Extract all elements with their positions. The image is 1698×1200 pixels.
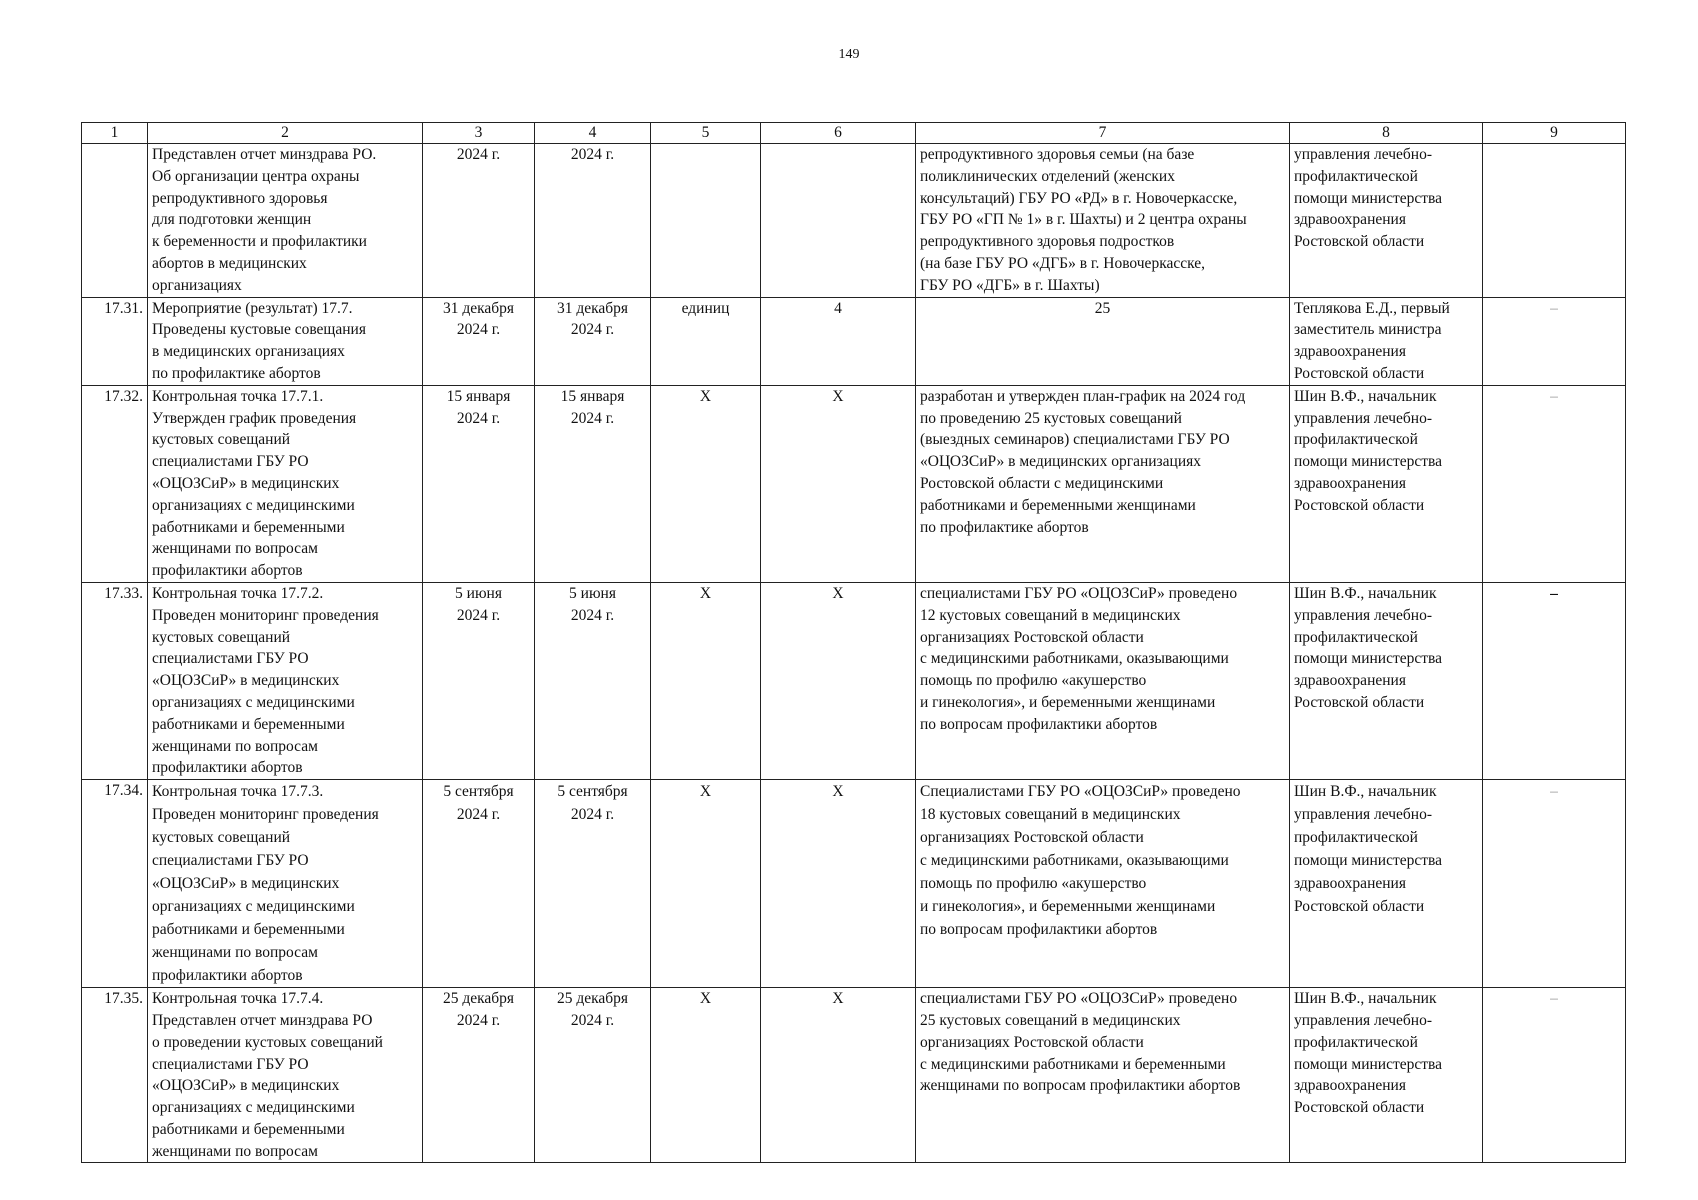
unit: единиц: [651, 297, 761, 385]
column-header: 9: [1483, 123, 1626, 144]
end-date: 5 июня 2024 г.: [535, 582, 651, 779]
column-header: 8: [1290, 123, 1483, 144]
start-date: 5 сентября 2024 г.: [423, 780, 535, 988]
unit: X: [651, 780, 761, 988]
row-description: Представлен отчет минздрава РО. Об организации центра охраны репродуктивного здоровья для подготовки женщин к беременности и профилактики абортов в медицинских организациях: [148, 144, 423, 298]
start-date: 25 декабря 2024 г.: [423, 988, 535, 1163]
end-date: 25 декабря 2024 г.: [535, 988, 651, 1163]
row-description: Контрольная точка 17.7.3. Проведен мониторинг проведения кустовых совещаний специалистами ГБУ РО «ОЦОЗСиР» в медицинских организациях с медицинскими работниками и беременными женщинами по вопросам профилактики абортов: [148, 780, 423, 988]
table-row: [82, 582, 1626, 779]
column-header: 3: [423, 123, 535, 144]
start-date: 5 июня 2024 г.: [423, 582, 535, 779]
result-description: Специалистами ГБУ РО «ОЦОЗСиР» проведено 18 кустовых совещаний в медицинских организациях Ростовской области с медицинскими работниками, оказывающими помощь по профилю «акушерство и гинекология», и беременными женщинами по вопросам профилактики абортов: [916, 780, 1290, 988]
start-date: 15 января 2024 г.: [423, 385, 535, 582]
end-date: 2024 г.: [535, 144, 651, 298]
target-value: X: [761, 385, 916, 582]
target-value: X: [761, 582, 916, 779]
column-header: 6: [761, 123, 916, 144]
row-number: 17.31.: [82, 297, 148, 385]
row-number: 17.32.: [82, 385, 148, 582]
table-row: [82, 297, 1626, 385]
unit: [651, 144, 761, 298]
table-row: [82, 780, 1626, 988]
target-value: X: [761, 988, 916, 1163]
result-description: специалистами ГБУ РО «ОЦОЗСиР» проведено 12 кустовых совещаний в медицинских организациях Ростовской области с медицинскими работниками, оказывающими помощь по профилю «акушерство и гинекология», и беременными женщинами по вопросам профилактики абортов: [916, 582, 1290, 779]
responsible-person: Шин В.Ф., начальник управления лечебно- профилактической помощи министерства здравоохранения Ростовской области: [1290, 385, 1483, 582]
row-number: [82, 144, 148, 298]
row-number: 17.33.: [82, 582, 148, 779]
responsible-person: Шин В.Ф., начальник управления лечебно- профилактической помощи министерства здравоохранения Ростовской области: [1290, 582, 1483, 779]
row-number: 17.35.: [82, 988, 148, 1163]
column-header: 1: [82, 123, 148, 144]
end-date: 5 сентября 2024 г.: [535, 780, 651, 988]
note: –: [1483, 988, 1626, 1163]
column-header: 4: [535, 123, 651, 144]
row-description: Контрольная точка 17.7.2. Проведен мониторинг проведения кустовых совещаний специалистами ГБУ РО «ОЦОЗСиР» в медицинских организациях с медицинскими работниками и беременными женщинами по вопросам профилактики абортов: [148, 582, 423, 779]
row-description: Мероприятие (результат) 17.7. Проведены кустовые совещания в медицинских организациях по профилактике абортов: [148, 297, 423, 385]
table-row: [82, 144, 1626, 298]
note: –: [1483, 780, 1626, 988]
unit: X: [651, 988, 761, 1163]
plan-table: [81, 122, 1626, 1163]
start-date: 31 декабря 2024 г.: [423, 297, 535, 385]
target-value: 4: [761, 297, 916, 385]
page-number: 149: [838, 47, 860, 62]
unit: X: [651, 582, 761, 779]
table-row: [82, 988, 1626, 1163]
row-description: Контрольная точка 17.7.1. Утвержден график проведения кустовых совещаний специалистами ГБУ РО «ОЦОЗСиР» в медицинских организациях с медицинскими работниками и беременными женщинами по вопросам профилактики абортов: [148, 385, 423, 582]
start-date: 2024 г.: [423, 144, 535, 298]
row-number: 17.34.: [82, 780, 148, 988]
row-description: Контрольная точка 17.7.4. Представлен отчет минздрава РО о проведении кустовых совещаний специалистами ГБУ РО «ОЦОЗСиР» в медицинских организациях с медицинскими работниками и беременными женщинами по вопросам: [148, 988, 423, 1163]
note: [1483, 144, 1626, 298]
responsible-person: Теплякова Е.Д., первый заместитель министра здравоохранения Ростовской области: [1290, 297, 1483, 385]
table-row: [82, 385, 1626, 582]
column-header: 5: [651, 123, 761, 144]
column-number-row: [82, 123, 1626, 144]
column-header: 7: [916, 123, 1290, 144]
note: –: [1483, 582, 1626, 779]
responsible-person: управления лечебно- профилактической помощи министерства здравоохранения Ростовской области: [1290, 144, 1483, 298]
result-description: репродуктивного здоровья семьи (на базе поликлинических отделений (женских консультаций) ГБУ РО «РД» в г. Новочеркасске, ГБУ РО «ГП № 1» в г. Шахты) и 2 центра охраны репродуктивного здоровья подростков (на базе ГБУ РО «ДГБ» в г. Новочеркасске, ГБУ РО «ДГБ» в г. Шахты): [916, 144, 1290, 298]
end-date: 15 января 2024 г.: [535, 385, 651, 582]
responsible-person: Шин В.Ф., начальник управления лечебно- профилактической помощи министерства здравоохранения Ростовской области: [1290, 988, 1483, 1163]
target-value: [761, 144, 916, 298]
result-description: специалистами ГБУ РО «ОЦОЗСиР» проведено 25 кустовых совещаний в медицинских организациях Ростовской области с медицинскими работниками и беременными женщинами по вопросам профилактики абортов: [916, 988, 1290, 1163]
note: –: [1483, 385, 1626, 582]
responsible-person: Шин В.Ф., начальник управления лечебно- профилактической помощи министерства здравоохранения Ростовской области: [1290, 780, 1483, 988]
column-header: 2: [148, 123, 423, 144]
result-description: 25: [916, 297, 1290, 385]
unit: X: [651, 385, 761, 582]
target-value: X: [761, 780, 916, 988]
end-date: 31 декабря 2024 г.: [535, 297, 651, 385]
result-description: разработан и утвержден план-график на 2024 год по проведению 25 кустовых совещаний (выездных семинаров) специалистами ГБУ РО «ОЦОЗСиР» в медицинских организациях Ростовской области с медицинскими работниками и беременными женщинами по профилактике абортов: [916, 385, 1290, 582]
note: –: [1483, 297, 1626, 385]
